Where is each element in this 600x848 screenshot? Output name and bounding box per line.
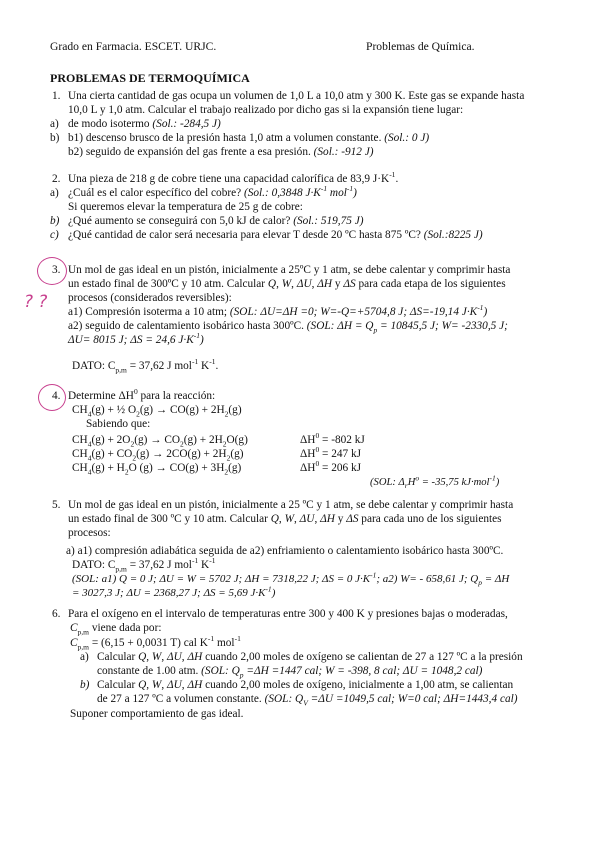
problem-text: $C_{p,m}$ viene dada por: xyxy=(70,622,162,637)
item-text: Calcular Q, W, ΔU, ΔH cuando 2,00 moles de oxígeno se calientan de 27 a 127 ºC a la presión xyxy=(97,651,523,663)
item-text: a2) seguido de calentamiento isobárico hasta 300ºC. (SOL: $\Delta H = Q_p = 10845,5$ J; W= -2330,5 J; xyxy=(68,320,508,335)
problem-number: 2. xyxy=(52,173,61,185)
problem-text: Sabiendo que: xyxy=(86,418,151,430)
solution: (SOL: a1) Q = 0 J; ΔU = W = 5702 J; ΔH = 7318,22 J; ΔS = 0 $J\cdot K^{-1}$; a2) W= - 658,61 J; $Q_p = \Delta H$ xyxy=(72,570,510,588)
item-text: b2) seguido de expansión del gas frente a esa presión. (Sol.: -912 J) xyxy=(68,146,374,158)
problem-text: Un mol de gas ideal en un pistón, inicialmente a 25ºC y 1 atm, se debe calentar y comprimir hasta xyxy=(68,264,511,276)
reaction-2-value: $\Delta H^0 = 247$ kJ xyxy=(300,445,362,460)
data-line: DATO: $C_{p,m} = 37,62$ J mol$^{-1}$ $K^{-1}$. xyxy=(72,357,219,375)
item-text: b1) descenso brusco de la presión hasta 1,0 atm a volumen constante. (Sol.: 0 J) xyxy=(68,132,430,144)
item-text: Calcular Q, W, ΔU, ΔH cuando 2,00 moles de oxígeno, inicialmente a 1,00 atm, se calientan xyxy=(97,679,514,691)
page-title: PROBLEMAS DE TERMOQUÍMICA xyxy=(50,71,250,85)
problem-text: 10,0 L y 1,0 atm. Calcular el trabajo realizado por dicho gas si la expansión tiene lugar: xyxy=(68,104,464,116)
problem-number: 5. xyxy=(52,499,61,511)
reaction-3-value: $\Delta H^0 = 206$ kJ xyxy=(300,459,362,474)
item-text: de modo isotermo (Sol.: -284,5 J) xyxy=(68,118,221,130)
solution: = 3027,3 J; ΔU = 2368,27 J; ΔS = 5,69 $J\cdot K^{-1}$) xyxy=(72,584,276,599)
item-text: a) a1) compresión adiabática seguida de a2) enfriamiento o calentamiento isobárico hasta 300ºC. xyxy=(66,545,504,557)
solution: (SOL: $\Delta_rH^o = -35,75$ kJ·mol$^{-1}$) xyxy=(370,473,500,491)
problem-number: 1. xyxy=(52,90,61,102)
problem-text: un estado final de 300 ºC y 10 atm. Calcular Q, W, ΔU, ΔH y ΔS para cada uno de los siguientes xyxy=(68,513,502,525)
item-label: b) xyxy=(80,679,90,691)
problem-text: un estado final de 300ºC y 10 atm. Calcular Q, W, ΔU, ΔH y ΔS para cada etapa de los siguientes xyxy=(68,278,506,290)
reaction-2: $CH_4(g) + CO_2(g) \to 2CO(g) + 2H_2(g)$ xyxy=(72,448,244,463)
header-left: Grado en Farmacia. ESCET. URJC. xyxy=(50,40,217,53)
item-text: ΔU= 8015 J; ΔS = 24,6 $J\cdot K^{-1}$) xyxy=(68,331,204,346)
header-right: Problemas de Química. xyxy=(366,40,475,53)
item-label: a) xyxy=(50,187,59,199)
reaction-1: $CH_4(g) + 2O_2(g) \to CO_2(g) + 2H_2O(g)$ xyxy=(72,434,248,449)
problem-text: Suponer comportamiento de gas ideal. xyxy=(70,708,244,720)
problem-text: procesos (considerados reversibles): xyxy=(68,292,232,304)
reaction-main: $CH_4(g)$ + ½ $O_2(g) \to CO(g) + 2H_2(g)$ xyxy=(72,404,242,419)
problem-text: procesos: xyxy=(68,527,111,539)
reaction-1-value: $\Delta H^0 = -802$ kJ xyxy=(300,431,365,446)
item-label: c) xyxy=(50,229,59,241)
item-text: ¿Cuál es el calor específico del cobre? (Sol.: 0,3848 $J\cdot K^{-1}$ mol$^{-1}$) xyxy=(68,184,357,199)
problem-number: 4. xyxy=(52,390,61,402)
problem-text: Determine $\Delta H^0$ para la reacción: xyxy=(68,387,216,402)
data-line: DATO: $C_{p,m} = 37,62$ J mol$^{-1}$ $K^{-1}$ xyxy=(72,556,216,574)
item-label: a) xyxy=(50,118,59,130)
item-text: ¿Qué aumento se conseguirá con 5,0 kJ de calor? (Sol.: 519,75 J) xyxy=(68,215,364,227)
problem-text: Una pieza de 218 g de cobre tiene una capacidad calorífica de 83,9 $J\cdot K^{-1}$. xyxy=(68,170,399,185)
item-label: a) xyxy=(80,651,89,663)
problem-text: Para el oxígeno en el intervalo de temperaturas entre 300 y 400 K y presiones bajas o moderadas, xyxy=(68,608,508,620)
item-text: constante de 1.00 atm. (SOL: $Q_p =\Delta H =1447$ cal; W = -398, 8 cal; ΔU = 1048,2 cal) xyxy=(97,665,483,680)
problem-text: Una cierta cantidad de gas ocupa un volumen de 1,0 L a 10,0 atm y 300 K. Este gas se expande hasta xyxy=(68,90,525,102)
item-text: ¿Qué cantidad de calor será necesaria para elevar T desde 20 ºC hasta 875 ºC? (Sol.:8225 J) xyxy=(68,229,483,241)
formula: $C_{p,m} = (6,15 + 0,0031$ T) cal $K^{-1}$ mol$^{-1}$ xyxy=(70,634,241,652)
problem-text: Si queremos elevar la temperatura de 25 g de cobre: xyxy=(68,201,303,213)
item-label: b) xyxy=(50,215,60,227)
problem-number: 6. xyxy=(52,608,61,620)
item-text: de 27 a 127 ºC a volumen constante. (SOL: $Q_V =\Delta U =1049,5$ cal; W=0 cal; ΔH=1443,4 cal) xyxy=(97,693,518,708)
item-text: a1) Compresión isoterma a 10 atm; (SOL: ΔU=ΔH =0; W=-Q=+5704,8 J; ΔS=-19,14 $J\cdot K^{-1}$) xyxy=(68,303,488,318)
problem-number: 3. xyxy=(52,264,61,276)
item-label: b) xyxy=(50,132,60,144)
handwritten-question-marks: ? ? xyxy=(24,292,48,312)
problem-text: Un mol de gas ideal en un pistón, inicialmente a 25 ºC y 1 atm, se debe calentar y comprimir hasta xyxy=(68,499,514,511)
reaction-3: $CH_4(g) + H_2O$ $(g) \to CO(g) + 3H_2(g)$ xyxy=(72,462,242,477)
